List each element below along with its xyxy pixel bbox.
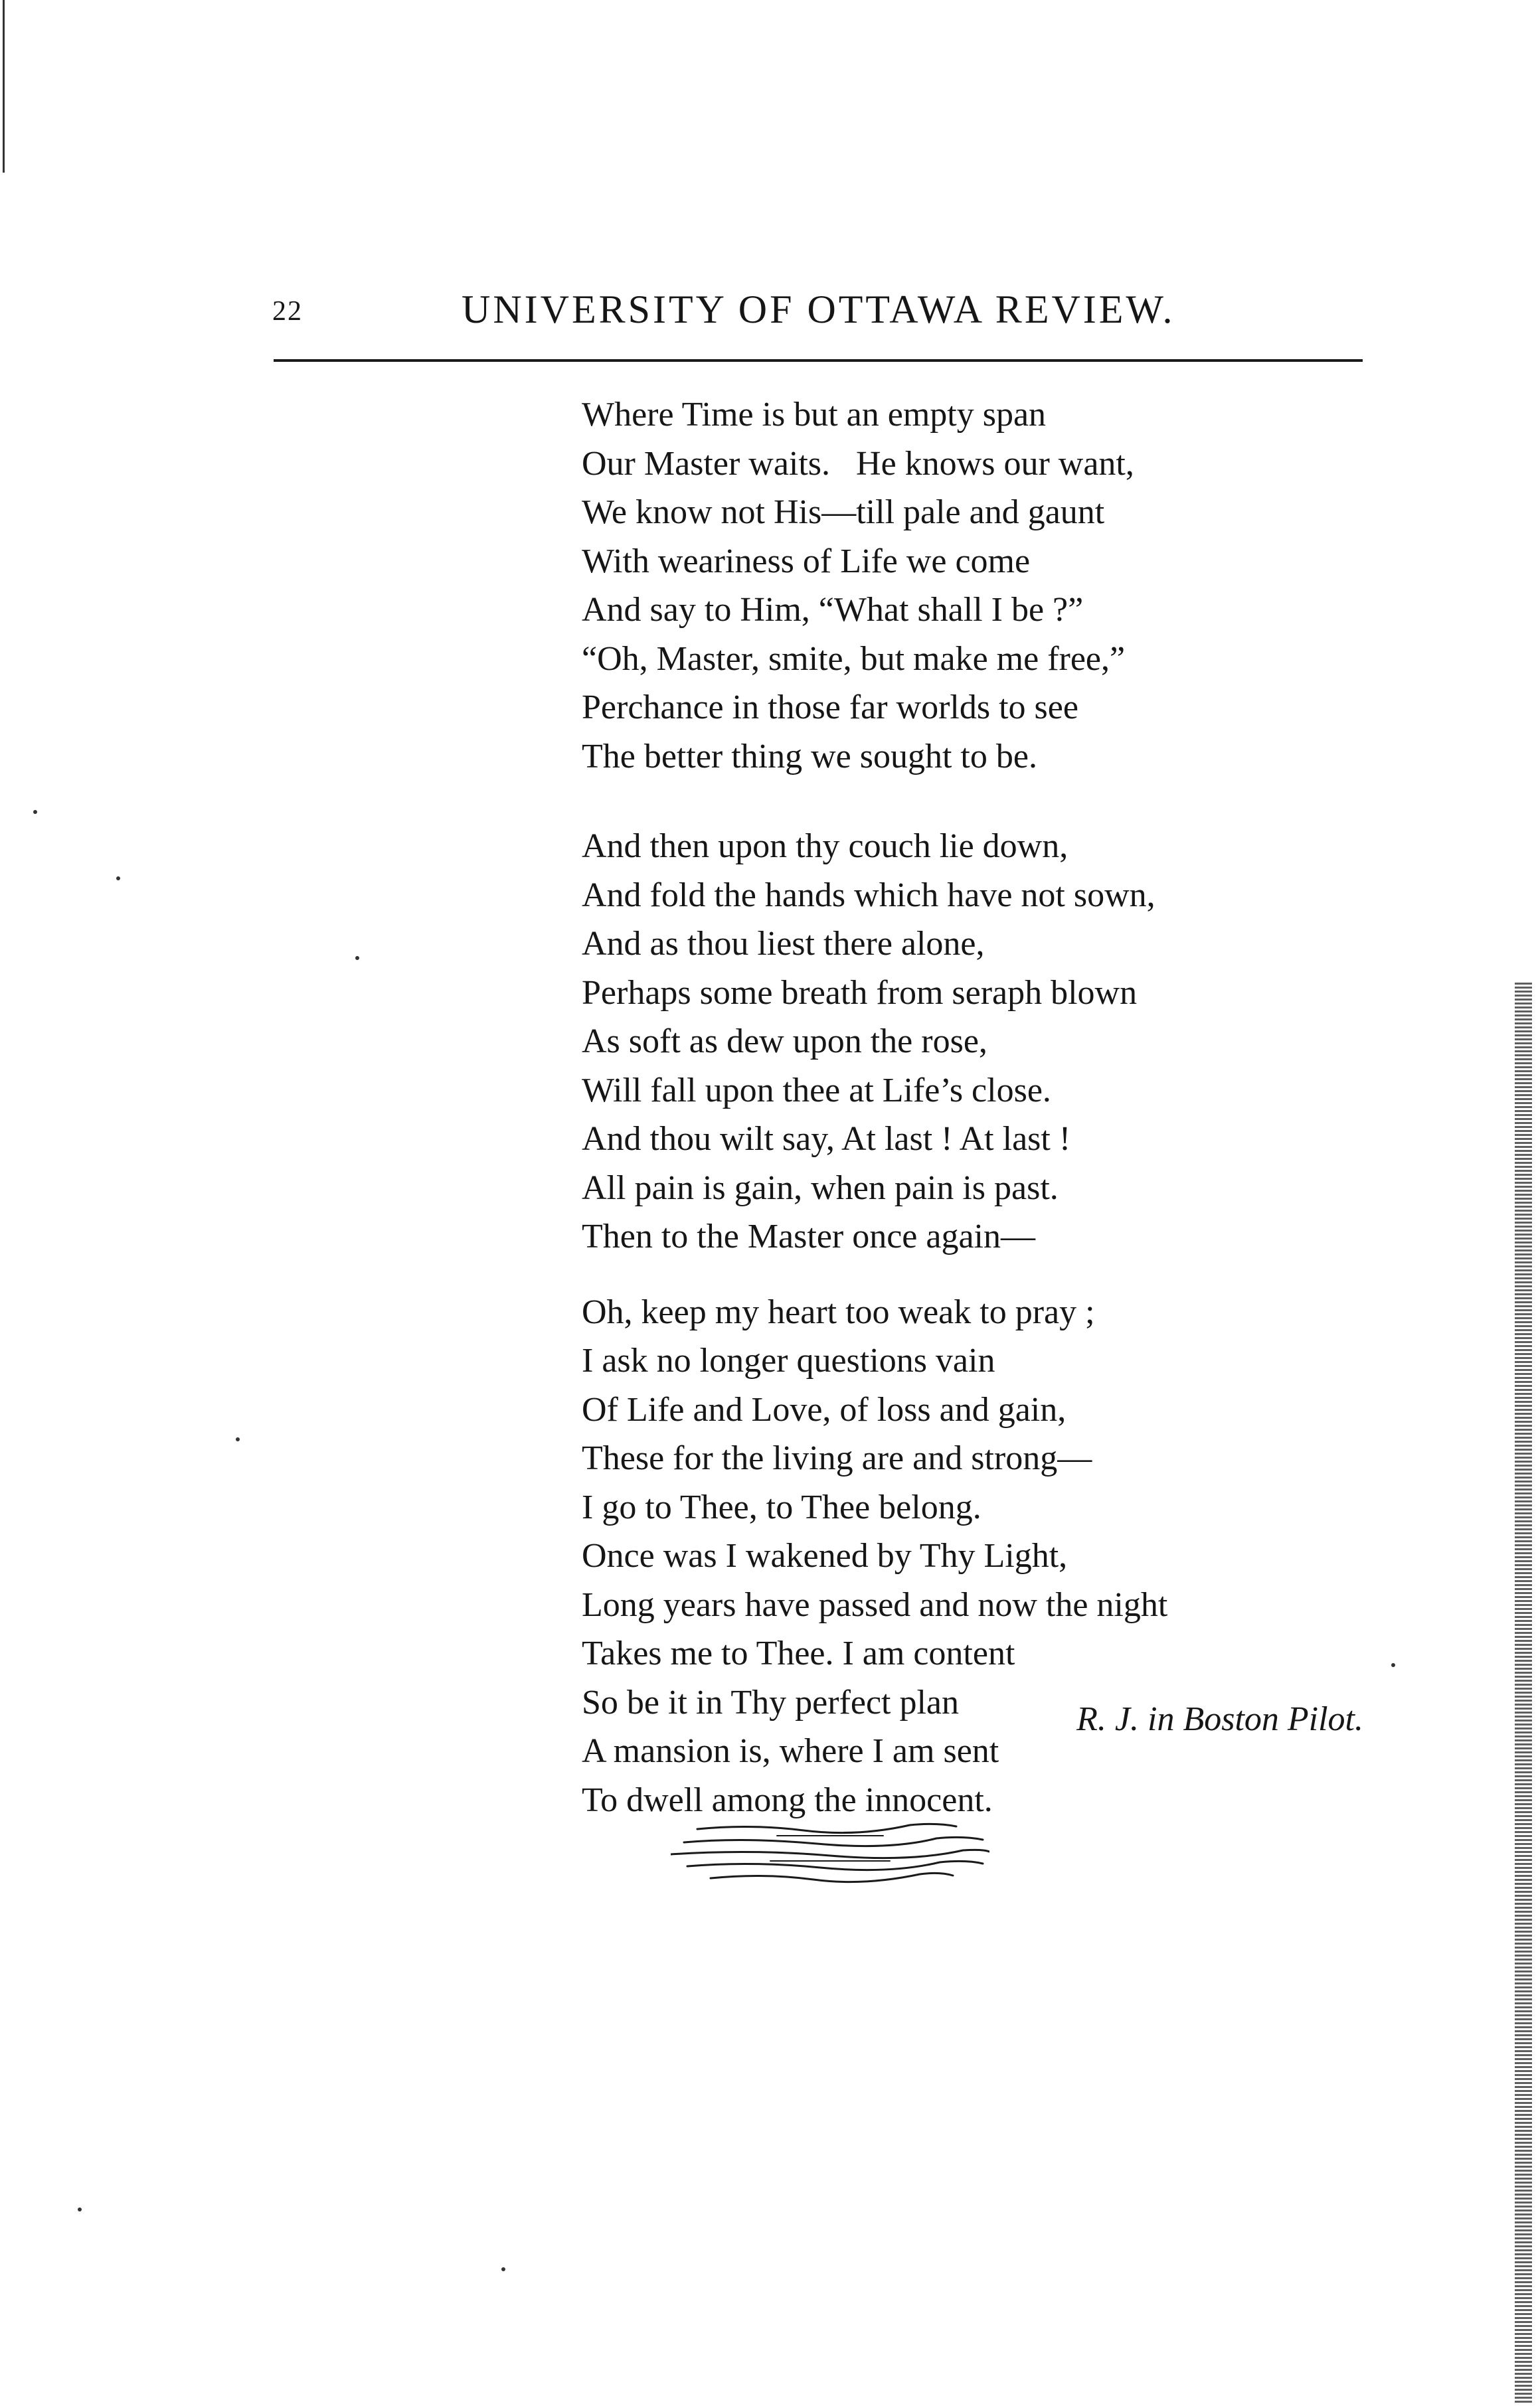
poem-line: With weariness of Life we come bbox=[582, 542, 1031, 580]
page-number: 22 bbox=[272, 296, 303, 327]
poem-line: Perchance in those far worlds to see bbox=[582, 688, 1078, 726]
poem-line: “Oh, Master, smite, but make me free,” bbox=[582, 639, 1126, 678]
wavy-lines-ornament-icon bbox=[671, 1816, 989, 1889]
poem-line: I go to Thee, to Thee belong. bbox=[582, 1488, 981, 1526]
poem-line: Once was I wakened by Thy Light, bbox=[582, 1537, 1068, 1575]
stanza-3 bbox=[582, 1288, 1379, 1825]
poem-line: A mansion is, where I am sent bbox=[582, 1732, 999, 1770]
poem-line: All pain is gain, when pain is past. bbox=[582, 1168, 1059, 1207]
scan-speck bbox=[116, 876, 120, 880]
poem-line: The better thing we sought to be. bbox=[582, 737, 1037, 775]
poem-line: Oh, keep my heart too weak to pray ; bbox=[582, 1293, 1095, 1331]
running-title: UNIVERSITY OF OTTAWA REVIEW. bbox=[462, 287, 1175, 331]
scan-speck bbox=[355, 956, 359, 960]
poem-line: Takes me to Thee. I am content bbox=[582, 1635, 1015, 1672]
poem-line: And fold the hands which have not sown, bbox=[582, 876, 1155, 914]
stanza-2 bbox=[582, 822, 1379, 1261]
right-edge-binding bbox=[1515, 983, 1532, 2403]
poem-line: And then upon thy couch lie down, bbox=[582, 827, 1068, 865]
poem-line: Perhaps some breath from seraph blown bbox=[582, 973, 1138, 1012]
stanza-1 bbox=[582, 390, 1379, 781]
poem-line: Of Life and Love, of loss and gain, bbox=[582, 1390, 1067, 1429]
scan-speck bbox=[33, 810, 37, 814]
scan-speck bbox=[236, 1437, 240, 1441]
poem-line: And say to Him, “What shall I be ?” bbox=[582, 591, 1084, 629]
left-margin-rule bbox=[3, 0, 5, 173]
poem-line: Then to the Master once again— bbox=[582, 1218, 1035, 1255]
poem-line: To dwell among the innocent. bbox=[582, 1781, 993, 1819]
poem-line: Will fall upon thee at Life’s close. bbox=[582, 1071, 1051, 1109]
poem-line: And as thou liest there alone, bbox=[582, 925, 985, 963]
poem-line: These for the living are and strong— bbox=[582, 1439, 1092, 1477]
poem-line: Where Time is but an empty span bbox=[582, 396, 1047, 434]
attribution: R. J. in Boston Pilot. bbox=[1076, 1700, 1363, 1738]
poem-line: As soft as dew upon the rose, bbox=[582, 1022, 987, 1060]
scan-speck bbox=[1391, 1663, 1395, 1667]
poem-line: Long years have passed and now the night bbox=[582, 1585, 1168, 1624]
header-rule bbox=[274, 359, 1363, 362]
scan-speck bbox=[78, 2207, 82, 2211]
poem-line: So be it in Thy perfect plan bbox=[582, 1683, 960, 1722]
poem-line: Our Master waits. He knows our want, bbox=[582, 444, 1134, 483]
poem-line: I ask no longer questions vain bbox=[582, 1342, 995, 1380]
scan-speck bbox=[501, 2267, 505, 2271]
poem bbox=[582, 390, 1379, 1824]
poem-line: And thou wilt say, At last ! At last ! bbox=[582, 1120, 1071, 1158]
poem-line: We know not His—till pale and gaunt bbox=[582, 493, 1105, 531]
